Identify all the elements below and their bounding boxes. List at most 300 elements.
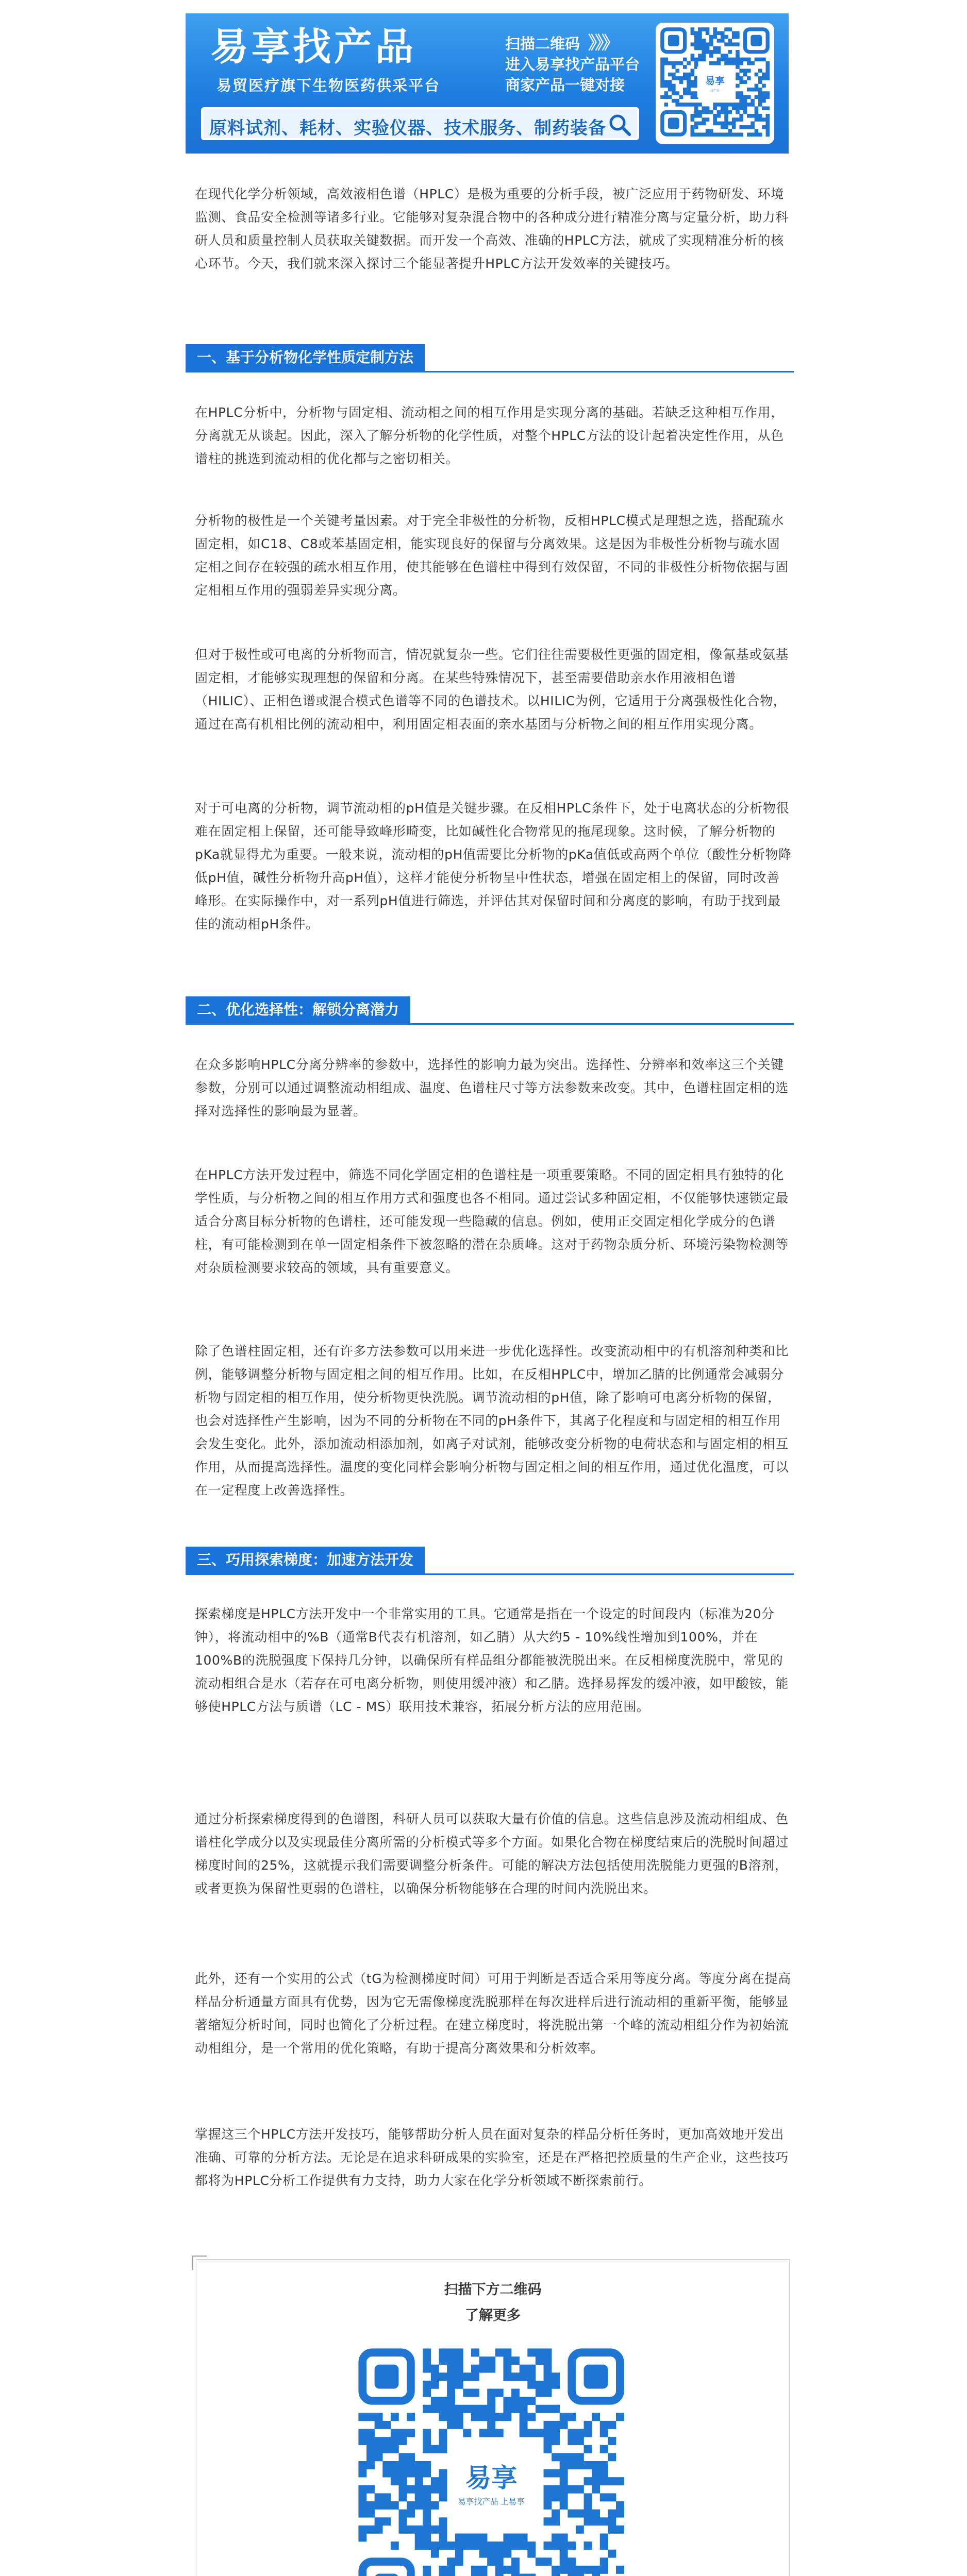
qr-module xyxy=(717,46,721,50)
qr-module xyxy=(600,2421,608,2429)
qr-module xyxy=(543,2469,552,2478)
qr-module xyxy=(447,2574,455,2576)
qr-module xyxy=(487,2550,495,2558)
qr-module xyxy=(691,54,695,58)
qr-module xyxy=(713,106,717,110)
qr-module xyxy=(520,2533,528,2541)
qr-module xyxy=(439,2485,447,2494)
qr-module xyxy=(732,31,736,35)
qr-module xyxy=(543,2365,552,2373)
qr-module xyxy=(706,129,710,133)
qr-module xyxy=(709,42,713,46)
qr-module xyxy=(576,2510,584,2518)
qr-module xyxy=(536,2557,544,2566)
qr-module xyxy=(455,2365,463,2373)
qr-module xyxy=(431,2445,439,2453)
qr-module xyxy=(463,2541,471,2550)
qr-module xyxy=(536,2405,544,2413)
qr-module xyxy=(691,114,695,118)
qr-module xyxy=(660,58,664,62)
qr-module xyxy=(766,106,770,110)
qr-module xyxy=(732,133,736,137)
qr-module xyxy=(398,2453,407,2461)
qr-module xyxy=(358,2526,366,2534)
qr-module xyxy=(527,2413,536,2421)
qr-module xyxy=(382,2421,391,2429)
qr-module xyxy=(487,2365,495,2373)
qr-module xyxy=(568,2461,576,2469)
qr-module xyxy=(739,91,743,95)
qr-module xyxy=(439,2493,447,2501)
qr-module xyxy=(447,2405,455,2413)
qr-module xyxy=(503,2533,511,2541)
qr-module xyxy=(375,2526,383,2534)
qr-module xyxy=(543,2501,552,2510)
qr-module xyxy=(520,2574,528,2576)
qr-module xyxy=(423,2517,431,2526)
qr-module xyxy=(747,76,751,80)
qr-module xyxy=(747,103,751,107)
qr-module xyxy=(439,2526,447,2534)
qr-module xyxy=(736,50,740,54)
qr-module xyxy=(423,2405,431,2413)
qr-module xyxy=(391,2469,399,2478)
qr-module xyxy=(511,2566,520,2574)
qr-module xyxy=(736,76,740,80)
qr-module xyxy=(721,31,725,35)
qr-module xyxy=(543,2437,552,2445)
qr-module xyxy=(691,133,695,137)
conclusion-paragraph: 掌握这三个HPLC方法开发技巧，能够帮助分析人员在面对复杂的样品分析任务时，更加高效地开发出准确、可靠的分析方法。无论是在追求科研成果的实验室，还是在严格把控质量的生产企业，这些技巧都将为HPLC分析工作提供有力支持，助力大家在化学分析领域不断探索前行。 xyxy=(195,2127,789,2188)
qr-module xyxy=(423,2493,431,2501)
qr-module xyxy=(358,2429,366,2437)
qr-module xyxy=(447,2348,455,2357)
qr-logo-text: 易享 xyxy=(465,2463,518,2493)
qr-module xyxy=(672,61,676,65)
qr-module xyxy=(762,99,766,103)
qr-module xyxy=(600,2445,608,2453)
category-search-bar[interactable] xyxy=(201,107,639,140)
qr-module xyxy=(398,2477,407,2485)
qr-module xyxy=(391,2501,399,2510)
qr-module xyxy=(755,95,759,99)
qr-module xyxy=(675,103,679,107)
qr-module xyxy=(683,91,687,95)
qr-module xyxy=(391,2429,399,2437)
qr-module xyxy=(713,46,717,50)
section-2-paragraph-1: 在众多影响HPLC分离分辨率的参数中，选择性的影响力最为突出。选择性、分辨率和效率这三个关键参数，分别可以通过调整流动相组成、温度、色谱柱尺寸等方法参数来改变。其中，色谱柱固定相的选择对选择性的影响最为显著。 xyxy=(195,1057,789,1118)
qr-module xyxy=(511,2557,520,2566)
qr-module xyxy=(758,114,762,118)
qr-module xyxy=(543,2348,552,2357)
qr-module xyxy=(423,2429,431,2437)
qr-module xyxy=(455,2381,463,2389)
qr-module xyxy=(664,61,668,65)
qr-module xyxy=(520,2397,528,2405)
qr-module xyxy=(713,61,717,65)
qr-module xyxy=(755,58,759,62)
qr-module xyxy=(706,27,710,31)
qr-module xyxy=(758,80,762,84)
qr-module xyxy=(762,125,766,129)
qr-module xyxy=(358,2437,366,2445)
qr-module xyxy=(755,88,759,92)
qr-module xyxy=(739,114,743,118)
qr-module xyxy=(691,42,695,46)
qr-module xyxy=(728,42,732,46)
qr-module xyxy=(423,2526,431,2534)
qr-module xyxy=(423,2566,431,2574)
qr-module xyxy=(439,2413,447,2421)
qr-module xyxy=(431,2365,439,2373)
qr-module xyxy=(600,2469,608,2478)
qr-module xyxy=(527,2372,536,2381)
qr-module xyxy=(616,2413,624,2421)
qr-module xyxy=(698,122,702,126)
qr-module xyxy=(366,2526,375,2534)
qr-module xyxy=(758,91,762,95)
qr-module xyxy=(495,2413,504,2421)
qr-module xyxy=(743,99,747,103)
qr-module xyxy=(762,106,766,110)
qr-module xyxy=(527,2429,536,2437)
qr-module xyxy=(616,2526,624,2534)
qr-module xyxy=(694,46,698,50)
qr-module xyxy=(471,2348,479,2357)
qr-module xyxy=(592,2510,600,2518)
qr-module xyxy=(398,2461,407,2469)
qr-module xyxy=(736,91,740,95)
qr-module xyxy=(552,2372,560,2381)
qr-module xyxy=(739,95,743,99)
qr-module xyxy=(423,2533,431,2541)
qr-module xyxy=(527,2397,536,2405)
qr-module xyxy=(423,2469,431,2478)
qr-module xyxy=(758,133,762,137)
qr-logo-subtext: 易享找产品 上易享 xyxy=(458,2497,525,2506)
qr-module xyxy=(691,84,695,88)
qr-module xyxy=(447,2541,455,2550)
qr-module xyxy=(679,80,683,84)
qr-module xyxy=(664,95,668,99)
qr-module xyxy=(439,2357,447,2365)
qr-module xyxy=(423,2348,431,2357)
qr-module xyxy=(728,50,732,54)
qr-module xyxy=(747,95,751,99)
qr-module xyxy=(743,80,747,84)
qr-module xyxy=(608,2453,616,2461)
qr-module xyxy=(706,133,710,137)
qr-module xyxy=(503,2365,511,2373)
qr-module xyxy=(527,2365,536,2373)
qr-module xyxy=(751,122,755,126)
qr-module xyxy=(398,2485,407,2494)
qr-module xyxy=(717,114,721,118)
scan-line-1: 扫描二维码 xyxy=(505,35,580,53)
qr-module xyxy=(691,95,695,99)
qr-module xyxy=(503,2397,511,2405)
qr-module xyxy=(439,2429,447,2437)
qr-module xyxy=(758,99,762,103)
qr-module xyxy=(600,2429,608,2437)
qr-module xyxy=(439,2437,447,2445)
qr-module xyxy=(687,76,691,80)
qr-module xyxy=(552,2517,560,2526)
qr-module xyxy=(439,2405,447,2413)
qr-module xyxy=(439,2477,447,2485)
qr-module xyxy=(724,110,728,114)
qr-module xyxy=(536,2388,544,2397)
qr-module xyxy=(736,103,740,107)
qr-module xyxy=(660,80,664,84)
qr-module xyxy=(687,88,691,92)
qr-module xyxy=(739,103,743,107)
qr-module xyxy=(584,2477,592,2485)
qr-module xyxy=(592,2469,600,2478)
qr-module xyxy=(721,106,725,110)
qr-module xyxy=(709,61,713,65)
qr-module xyxy=(511,2397,520,2405)
qr-module xyxy=(375,2501,383,2510)
qr-module xyxy=(471,2405,479,2413)
qr-module xyxy=(762,91,766,95)
qr-module xyxy=(762,58,766,62)
qr-module xyxy=(543,2485,552,2494)
qr-module xyxy=(608,2510,616,2518)
scan-line-2: 进入易享找产品平台 xyxy=(505,56,640,73)
qr-module xyxy=(743,125,747,129)
qr-module xyxy=(520,2372,528,2381)
qr-module xyxy=(709,133,713,137)
qr-module xyxy=(455,2413,463,2421)
qr-module xyxy=(732,61,736,65)
section-3-paragraph-2: 通过分析探索梯度得到的色谱图，科研人员可以获取大量有价值的信息。这些信息涉及流动相组成、色谱柱化学成分以及实现最佳分离所需的分析模式等多个方面。如果化合物在梯度结束后的洗脱时间超过梯度时间的25%，这就提示我们需要调整分析条件。可能的解决方法包括使用洗脱能力更强的B溶剂，或者更换为保留性更弱的色谱柱，以确保分析物能够在合理的时间内洗脱出来。 xyxy=(195,1811,789,1896)
qr-module xyxy=(608,2517,616,2526)
section-2-paragraph-3: 除了色谱柱固定相，还有许多方法参数可以用来进一步优化选择性。改变流动相中的有机溶剂种类和比例，能够调整分析物与固定相之间的相互作用。比如，在反相HPLC中，增加乙腈的比例通常会减弱分析物与固定相的相互作用，使分析物更快洗脱。调节流动相的pH值，除了影响可电离分析物的保留，也会对选择性产生影响，因为不同的分析物在不同的pH条件下，其离子化程度和与固定相的相互作用会发生变化。此外，添加流动相添加剂，如离子对试剂，能够改变分析物的电荷状态和与固定相的相互作用，从而提高选择性。温度的变化同样会影响分析物与固定相之间的相互作用，通过优化温度，可以在一定程度上改善选择性。 xyxy=(195,1344,789,1498)
qr-module xyxy=(736,110,740,114)
qr-module xyxy=(552,2453,560,2461)
qr-module xyxy=(576,2461,584,2469)
qr-module xyxy=(668,73,672,77)
qr-module xyxy=(713,117,717,122)
qr-module xyxy=(713,133,717,137)
qr-module xyxy=(698,31,702,35)
qr-module xyxy=(713,114,717,118)
qr-module xyxy=(732,42,736,46)
qr-module xyxy=(358,2533,366,2541)
qr-module xyxy=(584,2429,592,2437)
qr-module xyxy=(698,27,702,31)
qr-module xyxy=(503,2550,511,2558)
section-1-paragraph-4: 对于可电离的分析物，调节流动相的pH值是关键步骤。在反相HPLC条件下，处于电离状态的分析物很难在固定相上保留，还可能导致峰形畸变，比如碱性化合物常见的拖尾现象。这时候，了解分析物的pKa就显得尤为重要。一般来说，流动相的pH值需要比分析物的pKa值低或高两个单位（酸性分析物降低pH值，碱性分析物升高pH值），这样才能使分析物呈中性状态，增强在固定相上的保留，同时改善峰形。在实际操作中，对一系列pH值进行筛选，并评估其对保留时间和分离度的影响，有助于找到最佳的流动相pH条件。 xyxy=(195,801,792,931)
qr-module xyxy=(455,2541,463,2550)
qr-module xyxy=(608,2550,616,2558)
qr-module xyxy=(766,65,770,69)
qr-module xyxy=(702,27,706,31)
qr-module xyxy=(755,106,759,110)
qr-module xyxy=(755,84,759,88)
qr-module xyxy=(751,88,755,92)
qr-module xyxy=(724,27,728,31)
qr-module xyxy=(568,2541,576,2550)
qr-module xyxy=(766,133,770,137)
qr-module xyxy=(543,2381,552,2389)
qr-module xyxy=(683,65,687,69)
qr-module xyxy=(713,50,717,54)
qr-module xyxy=(495,2541,504,2550)
qr-module xyxy=(391,2445,399,2453)
qr-module xyxy=(747,88,751,92)
qr-module xyxy=(560,2461,568,2469)
qr-module xyxy=(758,103,762,107)
qr-module xyxy=(672,91,676,95)
qr-module xyxy=(739,133,743,137)
qr-module xyxy=(691,69,695,73)
qr-module xyxy=(455,2557,463,2566)
qr-module xyxy=(717,122,721,126)
qr-module xyxy=(455,2405,463,2413)
qr-module xyxy=(439,2574,447,2576)
qr-module xyxy=(511,2372,520,2381)
qr-module xyxy=(702,106,706,110)
qr-module xyxy=(366,2485,375,2494)
search-icon[interactable] xyxy=(607,112,632,137)
qr-module xyxy=(552,2437,560,2445)
qr-module xyxy=(431,2397,439,2405)
qr-module xyxy=(447,2397,455,2405)
qr-module xyxy=(495,2348,504,2357)
qr-module xyxy=(724,117,728,122)
qr-module xyxy=(552,2566,560,2574)
qr-module xyxy=(691,80,695,84)
qr-module xyxy=(560,2541,568,2550)
qr-finder-center xyxy=(375,2365,399,2389)
qr-module xyxy=(762,117,766,122)
qr-module xyxy=(724,42,728,46)
qr-module xyxy=(736,54,740,58)
qr-module xyxy=(766,129,770,133)
qr-module xyxy=(495,2550,504,2558)
qr-finder-center xyxy=(668,117,679,129)
qr-module xyxy=(503,2413,511,2421)
qr-module xyxy=(463,2429,471,2437)
qr-module xyxy=(660,84,664,88)
qr-module xyxy=(706,46,710,50)
qr-module xyxy=(391,2477,399,2485)
qr-module xyxy=(487,2541,495,2550)
qr-module xyxy=(439,2445,447,2453)
qr-module xyxy=(717,103,721,107)
qr-module xyxy=(423,2357,431,2365)
qr-module xyxy=(702,110,706,114)
qr-module xyxy=(431,2526,439,2534)
qr-module xyxy=(766,76,770,80)
qr-module xyxy=(439,2469,447,2478)
qr-module xyxy=(694,31,698,35)
qr-module xyxy=(407,2469,415,2478)
qr-module xyxy=(698,58,702,62)
qr-module xyxy=(709,39,713,43)
qr-module xyxy=(552,2533,560,2541)
section-heading-label: 二、优化选择性：解锁分离潜力 xyxy=(186,996,410,1023)
qr-module xyxy=(423,2445,431,2453)
qr-module xyxy=(702,58,706,62)
qr-module xyxy=(560,2566,568,2574)
qr-module xyxy=(702,42,706,46)
qr-module xyxy=(709,35,713,39)
qr-module xyxy=(691,58,695,62)
qr-module xyxy=(415,2485,423,2494)
qr-module xyxy=(736,133,740,137)
qr-module xyxy=(527,2348,536,2357)
top-banner[interactable] xyxy=(186,13,789,154)
qr-module xyxy=(560,2557,568,2566)
qr-module xyxy=(694,35,698,39)
qr-module xyxy=(706,50,710,54)
qr-module xyxy=(664,58,668,62)
qr-module xyxy=(407,2485,415,2494)
qr-module xyxy=(743,103,747,107)
qr-module xyxy=(568,2574,576,2576)
qr-module xyxy=(739,106,743,110)
qr-module xyxy=(366,2501,375,2510)
qr-module xyxy=(683,73,687,77)
qr-module xyxy=(479,2365,488,2373)
qr-module xyxy=(382,2445,391,2453)
qr-module xyxy=(592,2461,600,2469)
qr-module xyxy=(766,117,770,122)
qr-module xyxy=(702,50,706,54)
qr-finder-center xyxy=(584,2365,608,2389)
qr-module xyxy=(755,114,759,118)
qr-module xyxy=(447,2365,455,2373)
qr-module xyxy=(431,2541,439,2550)
qr-module xyxy=(568,2437,576,2445)
qr-module xyxy=(728,122,732,126)
qr-module xyxy=(717,61,721,65)
qr-module xyxy=(366,2429,375,2437)
qr-module xyxy=(576,2429,584,2437)
qr-module xyxy=(702,122,706,126)
qr-module xyxy=(687,103,691,107)
qr-module xyxy=(736,65,740,69)
qr-module xyxy=(366,2453,375,2461)
footer-qr-code[interactable] xyxy=(347,2337,636,2576)
qr-module xyxy=(724,35,728,39)
qr-module xyxy=(691,117,695,122)
qr-module xyxy=(736,73,740,77)
qr-module xyxy=(439,2397,447,2405)
qr-finder-center xyxy=(751,35,762,46)
qr-module xyxy=(560,2485,568,2494)
qr-module xyxy=(479,2550,488,2558)
qr-module xyxy=(660,69,664,73)
qr-module xyxy=(398,2517,407,2526)
qr-module xyxy=(762,95,766,99)
qr-module xyxy=(728,61,732,65)
qr-module xyxy=(717,31,721,35)
qr-module xyxy=(358,2469,366,2478)
qr-module xyxy=(739,58,743,62)
qr-module xyxy=(758,117,762,122)
qr-module xyxy=(691,91,695,95)
section-3-paragraph-3: 此外，还有一个实用的公式（tG为检测梯度时间）可用于判断是否适合采用等度分离。等度分离在提高样品分析通量方面具有优势，因为它无需像梯度洗脱那样在每次进样后进行流动相的重新平衡，能够显著缩短分析时间，同时也简化了分析过程。在建立梯度时，将洗脱出第一个峰的流动相组分作为初始流动相组分，是一个常用的优化策略，有助于提高分离效果和分析效率。 xyxy=(195,1971,791,2056)
qr-module xyxy=(576,2566,584,2574)
qr-module xyxy=(736,117,740,122)
qr-module xyxy=(511,2541,520,2550)
qr-finder-center xyxy=(375,2574,399,2576)
qr-module xyxy=(511,2533,520,2541)
